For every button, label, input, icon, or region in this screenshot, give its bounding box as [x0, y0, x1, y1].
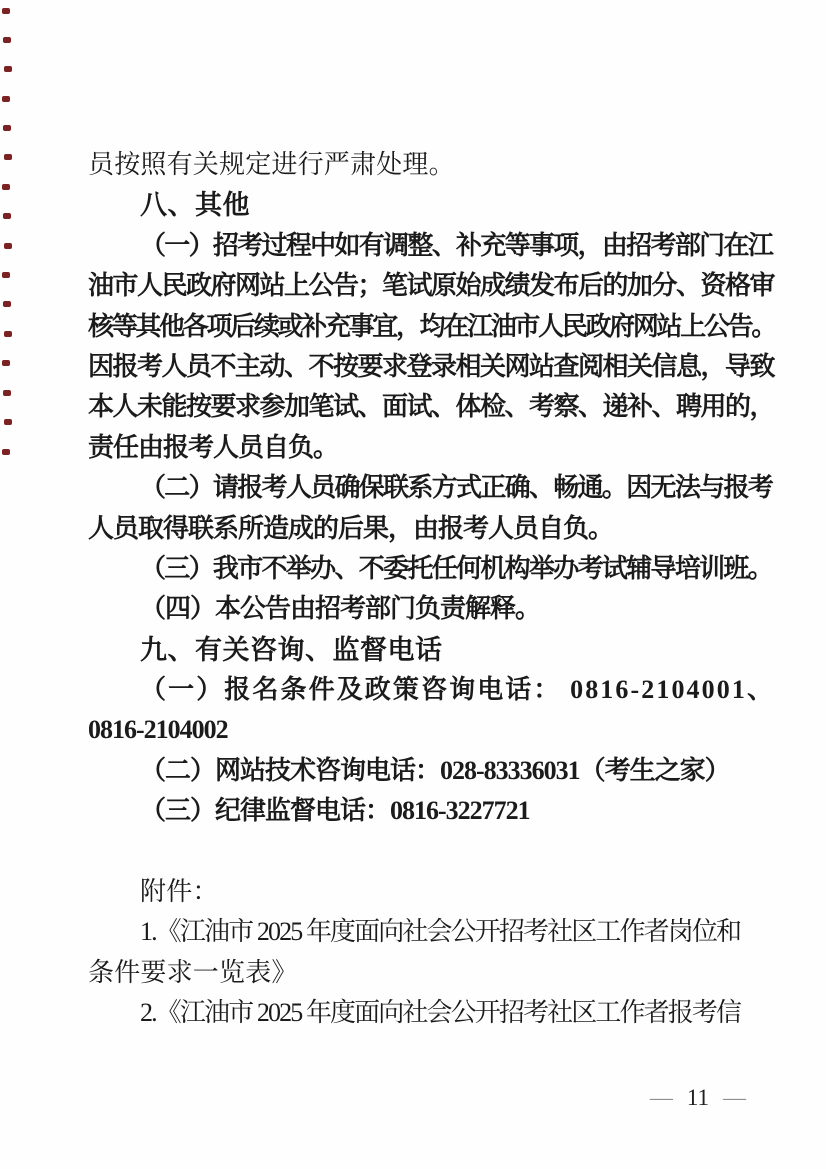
edge-mark — [4, 154, 12, 160]
text-line: 核等其他各项后续或补充事宜，均在江油市人民政府网站上公告。 — [88, 311, 776, 341]
text-line: （一）招考过程中如有调整、补充等事项，由招考部门在江 — [140, 230, 773, 260]
edge-mark — [4, 66, 12, 72]
text-line: 八、其他 — [140, 190, 250, 221]
blank-line — [88, 832, 746, 872]
page-number-right-dash: — — [723, 1085, 746, 1110]
edge-mark — [2, 184, 10, 190]
edge-mark — [3, 37, 11, 43]
edge-mark — [3, 301, 11, 307]
text-line: 附件： — [140, 877, 219, 907]
edge-mark — [4, 419, 12, 425]
text-line: 1.《江油市 2025 年度面向社会公开招考社区工作者岗位和 — [140, 917, 741, 947]
edge-mark — [3, 213, 11, 219]
text-line: 条件要求一览表》 — [88, 957, 298, 987]
text-line: 责任由报考人员自负。 — [88, 432, 339, 462]
edge-mark — [2, 449, 10, 455]
edge-mark — [4, 243, 12, 249]
document-body — [88, 145, 776, 1034]
edge-mark — [2, 272, 10, 278]
edge-mark — [3, 390, 11, 396]
text-line: 九、有关咨询、监督电话 — [140, 634, 443, 665]
page-number — [650, 1083, 746, 1113]
text-line: 油市人民政府网站上公告；笔试原始成绩发布后的加分、资格审 — [88, 271, 775, 301]
text-line: （三）纪律监督电话：0816-3227721 — [140, 796, 530, 826]
page-number-left-dash: — — [649, 1085, 673, 1110]
edge-mark — [2, 96, 10, 102]
text-line: 因报考人员不主动、不按要求登录相关网站查阅相关信息，导致 — [88, 351, 775, 381]
edge-mark — [3, 125, 11, 131]
edge-mark — [2, 360, 10, 366]
text-line: （二）网站技术咨询电话：028-83336031（考生之家） — [140, 755, 730, 785]
text-line: 2.《江油市 2025 年度面向社会公开招考社区工作者报考信 — [140, 998, 741, 1028]
text-line: 本人未能按要求参加笔试、面试、体检、考察、递补、聘用的， — [88, 392, 775, 422]
edge-mark — [2, 8, 10, 14]
text-line: 人员取得联系所造成的后果，由报考人员自负。 — [88, 513, 614, 543]
text-line: （二）请报考人员确保联系方式正确、畅通。因无法与报考 — [140, 473, 773, 503]
text-line: （一）报名条件及政策咨询电话： 0816-2104001、 — [140, 675, 776, 705]
text-line: （三）我市不举办、不委托任何机构举办考试辅导培训班。 — [140, 553, 773, 583]
edge-mark — [4, 331, 12, 337]
page-number-value: 11 — [686, 1085, 709, 1110]
text-line: 员按照有关规定进行严肃处理。 — [88, 150, 455, 179]
text-line: 0816-2104002 — [88, 715, 228, 745]
text-line: （四）本公告由招考部门负责解释。 — [140, 594, 541, 624]
